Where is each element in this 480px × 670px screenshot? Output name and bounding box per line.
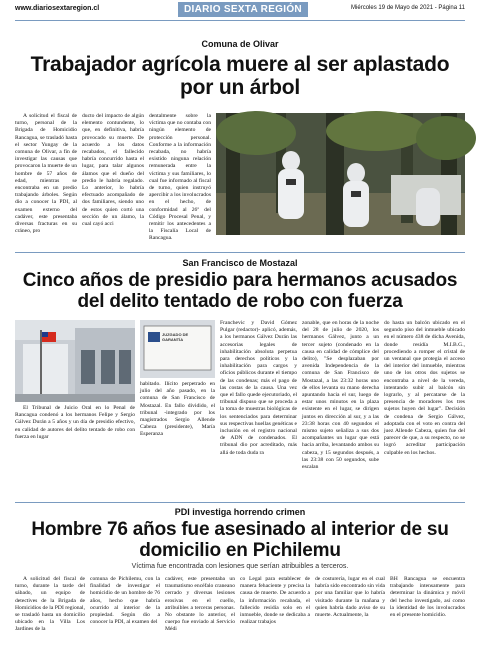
article2-kicker: San Francisco de Mostazal [182,258,298,268]
article2-col4: do hasta un balcón ubicado en el segundo piso del inmueble ubicado en el número 438 de dicha Avenida, donde residía M.I.B.G., procediendo a romper el cristal de un ventanal que protegía el acceso del interior del inmueble, mientras uno de los otros dos sujetos se encontraba a nivel de la vereda, intentando subir al balcón sin lograrlo, y al percatarse de la presencia de moradores los tres sujetos huyen del lugar". Decisión de condena de Sergio Gálvez, adoptada con el voto en contra del juez Allende Cabeza, quien fue del parecer de que, a su respecto, no se logró acreditar participación culpable en los hechos. [384,320,465,456]
courthouse-illustration [15,320,135,402]
article3-col4: co Legal para establecer de manera fehaciente y precisa la causa de muerte. De acuerdo a la información recabada, el fallecido residía solo en el inmueble, donde se dedicaba a realizar trabajos [240,576,310,626]
article3-subhead: Víctima fue encontrada con lesiones que serían atribuibles a terceros. [131,563,349,570]
forensic-scene-photo [216,113,465,235]
article3-col6: BH Rancagua se encuentra trabajando intensamente para determinar la dinámica y móvil del hecho investigado, así como la identidad de los involucrados en el presente homicidio. [390,576,465,619]
article2-headline: Cinco años de presidio para hermanos acusados del delito tentado de robo con fuerza [22,270,458,312]
section-divider-1 [15,252,465,253]
article2-col1: habitado. Ilícito perpetrado en julio del año pasado, en la comuna de San Francisco de Mostazal. En fallo dividido, el tribunal -integrado por los magistrados Sergio Allende Cabeza (presidente), María Esperanza [140,381,215,438]
article3-headline: Hombre 76 años fue asesinado al interior de su domicilio en Pichilemu [31,519,449,561]
article3-col1: A solicitud del fiscal de turno, durante la tarde del sábado, un equipo de detectives de la Brigada de Homicidios de la PDI regional, se trasladó hasta un domicilio ubicado en la Villa Los Jardines de la [15,576,85,633]
article1-col2: ducto del impacto de algún elemento contundente, lo que, en definitiva, habría provocado su muerte. De acuerdo a los datos recabados, el fallecido habría concurrido hasta el lugar, para talar algunos álamos que el dueño del predio le habría regalado. Lo anterior, lo habría efectuado acompañado de dos familiares, siendo uno de estos quien cortó una sección de un álamo, la cual cayó acci [82,113,144,228]
court-sign-background [140,320,215,378]
article1-col1: A solicitud el fiscal de turno, personal de la Brigada de Homicidio Rancagua, se trasladó hasta el sector Yungay de la comuna de Olivar, a fin de investigar las causas que provocaron la muerte de un hombre de 57 años de edad, mientras se encontraba en un predio trabajando árboles. Según dio a conocer la PDI, al examen externo del cadáver, este presentaba diversas fracturas en su cráneo, pro [15,113,77,235]
courthouse-photo [15,320,135,402]
article2-col3: zonable, que en horas de la noche del 28 de julio de 2020, los hermanos Gálvez, junto a un tercer sujeto (condenado en la causa en calidad de cómplice del delito), "Se desplazaban por avenida Independencia de la comuna de San Francisco de Mostazal, a las 23:32 horas uno de ellos levanta su mano derecha apuntando hacia el sur, luego de estar unos minutos en la plaza existente en el lugar, se dirigen juntos en dirección al sur, y a las 23:38 horas con 40 segundos el mismo sujeto señaliza a sus dos acompañantes un lugar que está hacia arriba, levantando ambos su cabeza, y 15 segundos después, a las 23:38 con 50 segundos, sube escalan [302,320,379,471]
forensic-scene-illustration [216,113,465,235]
article3-kicker: PDI investiga horrendo crimen [174,507,306,517]
site-url[interactable]: www.diariosextaregion.cl [15,5,100,12]
court-sign-text: JUZGADO DE GARANTÍA [162,332,189,342]
page-header [0,0,480,20]
article3-col3: cadáver, este presentaba un traumatismo encéfalo craneano cerrado y diversas lesiones erosivas en el cuello, atribuibles a terceras personas. No obstante lo anterior, el cuerpo fue enviado al Servicio Médi [165,576,235,633]
header-rule [15,20,465,21]
article1-kicker: Comuna de Olivar [201,39,279,49]
article1-col3: dentalmente sobre la víctima que no contaba con ningún elemento de protección personal. Conforme a la información recabada, no habría existido ninguna relación remunerada entre la víctima y sus familiares, lo cual fue informado al fiscal de turno, quien instruyó apercibir a los involucrados en el hecho, de conformidad al 26º del Código Procesal Penal, y remitir los antecedentes a la Fiscalía Local de Rancagua. [149,113,211,242]
page-date: Miércoles 19 de Mayo de 2021 - Página 11 [351,5,465,11]
article1-headline: Trabajador agrícola muere al ser aplastado por un árbol [30,53,450,99]
article2-intro: El Tribunal de Juicio Oral en lo Penal de Rancagua condenó a los hermanos Felipe y Sergio Gálvez Durán a 5 años y un día de presidio efectivo, en calidad de autores del delito tentado de robo con fuerza en lugar [15,405,135,440]
article2-col2: Franchevic y David Gómez Pulgar (redactor)- aplicó, además, a los hermanos Gálvez Durán las accesorias legales de inhabilitación absoluta perpetua para derechos políticos y la inhabilitación para cargos y oficios públicos durante el tiempo de las condenas; más el pago de las costas de la causa. Una vez que el fallo quede ejecutoriado, el tribunal dispuso que se proceda a la toma de muestras biológicas de los sentenciados para determinar sus respectivas huellas genéticas e inclusión en el registro nacional de ADN de condenados. El tribunal dio por acreditado, más allá de toda duda ra [220,320,297,456]
article3-col5: de costurería, lugar en el cual habría sido encontrado sin vida por una familiar que lo habría visitado durante la mañana y quien habría dado aviso de su muerte. Actualmente, la [315,576,385,619]
section-divider-2 [15,502,465,503]
newspaper-brand: DIARIO SEXTA REGIÓN [178,2,308,17]
court-sign-photo [140,320,215,378]
article3-col2: comuna de Pichilemu, con la finalidad de investigar el homicidio de un hombre de 76 años, hecho que habría ocurrido al interior de la propiedad. Según dio a conocer la PDI, al examen del [90,576,160,626]
